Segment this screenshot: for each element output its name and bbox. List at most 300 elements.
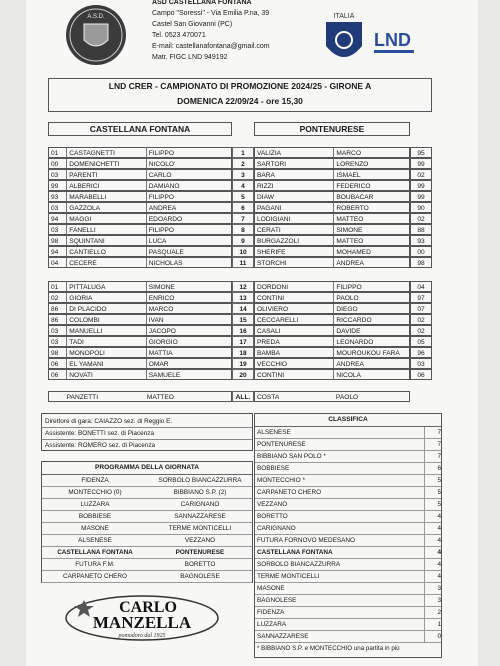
home-first-name: GIORGIO — [148, 339, 178, 346]
shirt-number: 17 — [232, 336, 254, 347]
away-last-name: OLIVIERO — [255, 304, 334, 313]
program-box — [41, 461, 253, 583]
standings-points: 3 — [437, 597, 441, 604]
home-shirt-year: 94 — [49, 247, 67, 256]
away-last-name: LODIGIANI — [255, 214, 334, 223]
club-name: ASD CASTELLANA FONTANA — [152, 0, 252, 6]
starters-table — [48, 147, 432, 268]
club-logo-text: A.S.D. — [87, 14, 105, 20]
home-first-name: ANDREA — [148, 205, 177, 212]
home-player — [48, 358, 232, 369]
home-player — [48, 347, 232, 358]
standings-row — [255, 427, 441, 439]
away-player — [254, 325, 410, 336]
standings-row — [255, 583, 441, 595]
player-row — [48, 169, 432, 180]
away-first-name: NICOLA — [336, 372, 361, 379]
shirt-number: 9 — [232, 235, 254, 246]
italia-badge-icon — [320, 10, 368, 68]
standings-row — [255, 631, 441, 643]
home-player — [48, 169, 232, 180]
away-last-name: VECCHIO — [255, 359, 334, 368]
away-player — [254, 180, 410, 191]
away-last-name: STORCHI — [255, 258, 334, 267]
home-player — [48, 235, 232, 246]
program-match — [42, 571, 252, 583]
away-year: 04 — [410, 281, 432, 292]
player-row — [48, 325, 432, 336]
player-row — [48, 224, 432, 235]
away-first-name: LEONARDO — [336, 339, 374, 346]
home-last-name: CASTAGNETTI — [67, 148, 146, 157]
home-player — [48, 224, 232, 235]
club-phone: Tel. 0523 470071 — [152, 32, 206, 39]
player-row — [48, 158, 432, 169]
home-last-name: SQUINTANI — [67, 236, 146, 245]
away-year: 02 — [410, 314, 432, 325]
shirt-number: 6 — [232, 202, 254, 213]
program-away: TERME MONTICELLI — [168, 525, 232, 532]
standings-row — [255, 607, 441, 619]
club-address: Campo "Soressi" - Via Emilia P.na, 39 — [152, 10, 270, 17]
away-last-name: PAGANI — [255, 203, 334, 212]
away-last-name: CASALI — [255, 326, 334, 335]
away-last-name: SHERIFE — [255, 247, 334, 256]
club-logo — [62, 4, 130, 66]
away-year: 03 — [410, 358, 432, 369]
home-coach-last: PANZETTI — [66, 394, 99, 401]
player-row — [48, 336, 432, 347]
home-shirt-year: 02 — [49, 293, 67, 302]
home-first-name: PASQUALE — [148, 249, 184, 256]
shirt-number: 20 — [232, 369, 254, 380]
standings-row — [255, 463, 441, 475]
club-matr: Matr. FIGC LND 949192 — [152, 54, 228, 61]
home-last-name: COLOMBI — [67, 315, 146, 324]
away-first-name: ANDREA — [336, 260, 364, 267]
away-player — [254, 336, 410, 347]
home-first-name: FILIPPO — [148, 194, 175, 201]
standings-title: CLASSIFICA — [255, 414, 441, 427]
away-last-name: VALIZIA — [255, 148, 334, 157]
away-first-name: FEDERICO — [336, 183, 371, 190]
away-year: 95 — [410, 147, 432, 158]
program-home: CARPANETO CHERO — [62, 573, 128, 580]
home-player — [48, 303, 232, 314]
away-last-name: BARA — [255, 170, 334, 179]
program-away: SORBOLO BIANCAZZURRA — [158, 477, 242, 484]
home-shirt-year: 86 — [49, 315, 67, 324]
home-first-name: LUCA — [148, 238, 167, 245]
program-home: ALSENESE — [78, 537, 112, 544]
home-shirt-year: 03 — [49, 170, 67, 179]
home-shirt-year: 04 — [49, 258, 67, 267]
shirt-number: 4 — [232, 180, 254, 191]
player-row — [48, 257, 432, 268]
away-year: 07 — [410, 303, 432, 314]
away-first-name: DAVIDE — [336, 328, 361, 335]
standings-row — [255, 535, 441, 547]
away-year: 06 — [410, 369, 432, 380]
away-last-name: DIAW — [255, 192, 334, 201]
away-player — [254, 292, 410, 303]
home-shirt-year: 98 — [49, 348, 67, 357]
away-year: 98 — [410, 257, 432, 268]
standings-team: BIBBIANO SAN POLO * — [255, 451, 425, 462]
away-player — [254, 314, 410, 325]
home-last-name: MANUELLI — [67, 326, 146, 335]
away-player — [254, 224, 410, 235]
standings-points: 4 — [437, 525, 441, 532]
standings-row — [255, 523, 441, 535]
standings-row — [255, 619, 441, 631]
home-player — [48, 257, 232, 268]
away-coach-first: PAOLO — [335, 394, 359, 401]
shirt-number: 11 — [232, 257, 254, 268]
official-referee: Direttore di gara: CAIAZZO sez. di Reggio E. — [45, 418, 173, 425]
home-player — [48, 325, 232, 336]
player-row — [48, 202, 432, 213]
away-first-name: BOUBACAR — [336, 194, 374, 201]
standings-team: CARPANETO CHERO — [255, 487, 425, 498]
player-row — [48, 180, 432, 191]
home-last-name: PARENTI — [67, 170, 146, 179]
home-last-name: FANELLI — [67, 225, 146, 234]
program-home: BOBBIESE — [78, 513, 112, 520]
home-first-name: ENRICO — [148, 295, 175, 302]
svg-text:LND: LND — [374, 30, 411, 50]
standings-points: 1 — [437, 621, 441, 628]
home-player — [48, 158, 232, 169]
standings-team: LUZZARA — [255, 619, 425, 630]
standings-team: VEZZANO — [255, 499, 425, 510]
home-last-name: MARABELLI — [67, 192, 146, 201]
home-first-name: JACOPO — [148, 328, 176, 335]
svg-text:MANZELLA: MANZELLA — [92, 613, 192, 632]
away-year: 99 — [410, 191, 432, 202]
away-player — [254, 213, 410, 224]
standings-row — [255, 475, 441, 487]
away-year: 00 — [410, 246, 432, 257]
home-first-name: MARCO — [148, 306, 174, 313]
standings-note: * BIBBIANO S.P. e MONTECCHIO una partita in più — [257, 645, 400, 652]
shirt-number: 3 — [232, 169, 254, 180]
away-last-name: CERATI — [255, 225, 334, 234]
program-away: SANNAZZARESE — [174, 513, 226, 520]
home-player — [48, 292, 232, 303]
program-away: BIBBIANO S.P. (2) — [173, 489, 227, 496]
standings-points: 7 — [437, 441, 441, 448]
away-year: 99 — [410, 180, 432, 191]
home-last-name: PITTALUGA — [67, 282, 146, 291]
official-assistant-2: Assistente: ROMERO sez. di Piacenza — [42, 439, 252, 451]
standings-row — [255, 499, 441, 511]
away-last-name: CONTINI — [255, 370, 334, 379]
away-team-header: PONTENURESE — [254, 122, 410, 136]
standings-team: SORBOLO BIANCAZZURRA — [255, 559, 425, 570]
standings-row — [255, 511, 441, 523]
standings-row — [255, 559, 441, 571]
away-last-name: PREDA — [255, 337, 334, 346]
home-last-name: ALBERICI — [67, 181, 146, 190]
championship-title — [48, 78, 432, 112]
away-year: 99 — [410, 158, 432, 169]
home-shirt-year: 06 — [49, 370, 67, 379]
home-first-name: CARLO — [148, 172, 172, 179]
home-last-name: EL YAMANI — [67, 359, 146, 368]
program-match — [42, 559, 252, 571]
standings-points: 6 — [437, 465, 441, 472]
home-player — [48, 246, 232, 257]
sponsor-logo — [62, 588, 222, 644]
shirt-number: 19 — [232, 358, 254, 369]
program-match — [42, 535, 252, 547]
away-year: 93 — [410, 235, 432, 246]
program-home: CASTELLANA FONTANA — [57, 549, 133, 556]
lnd-logo-icon — [372, 16, 418, 64]
shirt-number: 1 — [232, 147, 254, 158]
home-team-header: CASTELLANA FONTANA — [48, 122, 232, 136]
player-row — [48, 191, 432, 202]
player-row — [48, 369, 432, 380]
standings-points: 4 — [437, 513, 441, 520]
away-year: 02 — [410, 325, 432, 336]
away-year: 97 — [410, 292, 432, 303]
standings-points: 7 — [437, 429, 441, 436]
home-first-name: SIMONE — [148, 284, 175, 291]
home-first-name: IVAN — [148, 317, 164, 324]
home-first-name: FILIPPO — [148, 150, 175, 157]
standings-team: ALSENESE — [255, 427, 425, 438]
player-row — [48, 303, 432, 314]
player-row — [48, 235, 432, 246]
home-last-name: CECERE — [67, 258, 146, 267]
standings-team: BOBBIESE — [255, 463, 425, 474]
away-first-name: SIMONE — [336, 227, 363, 234]
home-last-name: MAGGI — [67, 214, 146, 223]
standings-team: FUTURA FORNOVO MEDESANO — [255, 535, 425, 546]
away-first-name: MOUROUKOU FARA — [336, 350, 400, 357]
program-match — [42, 499, 252, 511]
player-row — [48, 314, 432, 325]
program-match — [42, 487, 252, 499]
program-home: MONTECCHIO (0) — [68, 489, 122, 496]
home-player — [48, 213, 232, 224]
away-coach-last: COSTA — [257, 394, 280, 401]
home-last-name: NOVATI — [67, 370, 146, 379]
club-info — [152, 0, 270, 63]
home-first-name: NICHOLAS — [148, 260, 183, 267]
away-last-name: BURGAZZOLI — [255, 236, 334, 245]
player-row — [48, 347, 432, 358]
away-last-name: BAMBA — [255, 348, 334, 357]
player-row — [48, 213, 432, 224]
away-first-name: MATTEO — [336, 238, 364, 245]
home-last-name: CANTIELLO — [67, 247, 146, 256]
home-first-name: MATTIA — [148, 350, 173, 357]
program-away: BORETTO — [184, 561, 216, 568]
away-player — [254, 369, 410, 380]
standings-team: CASTELLANA FONTANA — [255, 547, 425, 558]
away-first-name: MATTEO — [336, 216, 364, 223]
home-shirt-year: 03 — [49, 225, 67, 234]
home-last-name: GAZZOLA — [67, 203, 146, 212]
standings-points: 4 — [437, 537, 441, 544]
away-year: 02 — [410, 213, 432, 224]
away-year: 96 — [410, 347, 432, 358]
away-year: 05 — [410, 336, 432, 347]
standings-row — [255, 595, 441, 607]
away-first-name: RICCARDO — [336, 317, 372, 324]
home-first-name: FILIPPO — [148, 227, 175, 234]
away-first-name: MOHAMED — [336, 249, 371, 256]
standings-points: 2 — [437, 609, 441, 616]
away-player — [254, 303, 410, 314]
shirt-number: 16 — [232, 325, 254, 336]
program-match — [42, 523, 252, 535]
standings-points: 5 — [437, 501, 441, 508]
away-player — [254, 169, 410, 180]
home-shirt-year: 94 — [49, 214, 67, 223]
program-away: PONTENURESE — [175, 549, 225, 556]
standings-team: TERME MONTICELLI — [255, 571, 425, 582]
home-last-name: DOMENICHETTI — [67, 159, 146, 168]
away-last-name: CONTINI — [255, 293, 334, 302]
away-last-name: DORDONI — [255, 282, 334, 291]
away-first-name: DIEGO — [336, 306, 358, 313]
standings-team: SANNAZZARESE — [255, 631, 425, 642]
program-home: FIDENZA — [81, 477, 109, 484]
away-last-name: CECCARELLI — [255, 315, 334, 324]
shirt-number: 18 — [232, 347, 254, 358]
away-player — [254, 347, 410, 358]
home-shirt-year: 03 — [49, 203, 67, 212]
coach-label: ALL. — [232, 391, 254, 402]
standings-points: 3 — [437, 585, 441, 592]
home-last-name: DI PLACIDO — [67, 304, 146, 313]
away-player — [254, 147, 410, 158]
away-last-name: SARTORI — [255, 159, 334, 168]
home-last-name: TADI — [67, 337, 146, 346]
club-email: E-mail: castellanafontana@gmail.com — [152, 43, 270, 50]
shirt-number: 2 — [232, 158, 254, 169]
home-shirt-year: 00 — [49, 159, 67, 168]
away-first-name: PAOLO — [336, 295, 359, 302]
away-player — [254, 246, 410, 257]
title-line1: LND CRER - CAMPIONATO DI PROMOZIONE 2024/25 - GIRONE A — [108, 81, 372, 91]
shirt-number: 12 — [232, 281, 254, 292]
away-first-name: ANDREA — [336, 361, 364, 368]
home-shirt-year: 06 — [49, 359, 67, 368]
player-row — [48, 292, 432, 303]
program-home: FUTURA F.M. — [75, 561, 115, 568]
home-player — [48, 147, 232, 158]
home-player — [48, 314, 232, 325]
home-player — [48, 180, 232, 191]
standings-team: MONTECCHIO * — [255, 475, 425, 486]
program-title: PROGRAMMA DELLA GIORNATA — [42, 462, 252, 475]
away-first-name: ROBERTO — [336, 205, 369, 212]
shirt-number: 8 — [232, 224, 254, 235]
away-first-name: LORENZO — [336, 161, 369, 168]
program-away: CARIGNANO — [180, 501, 220, 508]
standings-team: MASONE — [255, 583, 425, 594]
standings-points: 7 — [437, 453, 441, 460]
player-row — [48, 281, 432, 292]
away-first-name: MARCO — [336, 150, 361, 157]
away-last-name: RIZZI — [255, 181, 334, 190]
player-row — [48, 358, 432, 369]
home-first-name: DAMIANO — [148, 183, 180, 190]
home-shirt-year: 01 — [49, 282, 67, 291]
player-row — [48, 246, 432, 257]
away-player — [254, 202, 410, 213]
player-row — [48, 147, 432, 158]
svg-text:pomodoro dal 1925: pomodoro dal 1925 — [118, 633, 166, 639]
home-first-name: EDOARDO — [148, 216, 183, 223]
away-first-name: ISMAEL — [336, 172, 361, 179]
standings-box — [254, 413, 442, 658]
away-player — [254, 235, 410, 246]
home-player — [48, 281, 232, 292]
away-year: 02 — [410, 169, 432, 180]
home-last-name: MONOPOLI — [67, 348, 146, 357]
bench-table — [48, 281, 432, 380]
standings-team: PONTENURESE — [255, 439, 425, 450]
standings-team: BAGNOLESE — [255, 595, 425, 606]
standings-team: FIDENZA — [255, 607, 425, 618]
standings-points: 4 — [437, 549, 441, 556]
program-away: BAGNOLESE — [180, 573, 220, 580]
program-match — [42, 547, 252, 559]
standings-points: 4 — [437, 573, 441, 580]
away-year: 90 — [410, 202, 432, 213]
standings-points: 5 — [437, 489, 441, 496]
standings-row — [255, 547, 441, 559]
home-first-name: SAMUELE — [148, 372, 181, 379]
away-player — [254, 281, 410, 292]
away-player — [254, 191, 410, 202]
away-player — [254, 158, 410, 169]
club-city: Castel San Giovanni (PC) — [152, 21, 233, 28]
standings-row — [255, 439, 441, 451]
officials-box — [41, 413, 253, 451]
program-away: VEZZANO — [184, 537, 216, 544]
home-shirt-year: 86 — [49, 304, 67, 313]
home-last-name: GIORIA — [67, 293, 146, 302]
home-coach-first: MATTEO — [146, 394, 174, 401]
standings-row — [255, 571, 441, 583]
home-first-name: NICOLO' — [148, 161, 176, 168]
home-player — [48, 336, 232, 347]
away-player — [254, 257, 410, 268]
away-year: 88 — [410, 224, 432, 235]
home-shirt-year: 99 — [49, 181, 67, 190]
away-first-name: FILIPPO — [336, 284, 362, 291]
home-player — [48, 191, 232, 202]
standings-points: 4 — [437, 561, 441, 568]
program-match — [42, 475, 252, 487]
home-shirt-year: 03 — [49, 337, 67, 346]
home-player — [48, 202, 232, 213]
program-match — [42, 511, 252, 523]
svg-text:CARLO: CARLO — [119, 599, 177, 616]
standings-points: 0 — [437, 633, 441, 640]
home-player — [48, 369, 232, 380]
home-first-name: OMAR — [148, 361, 169, 368]
away-player — [254, 358, 410, 369]
standings-points: 5 — [437, 477, 441, 484]
